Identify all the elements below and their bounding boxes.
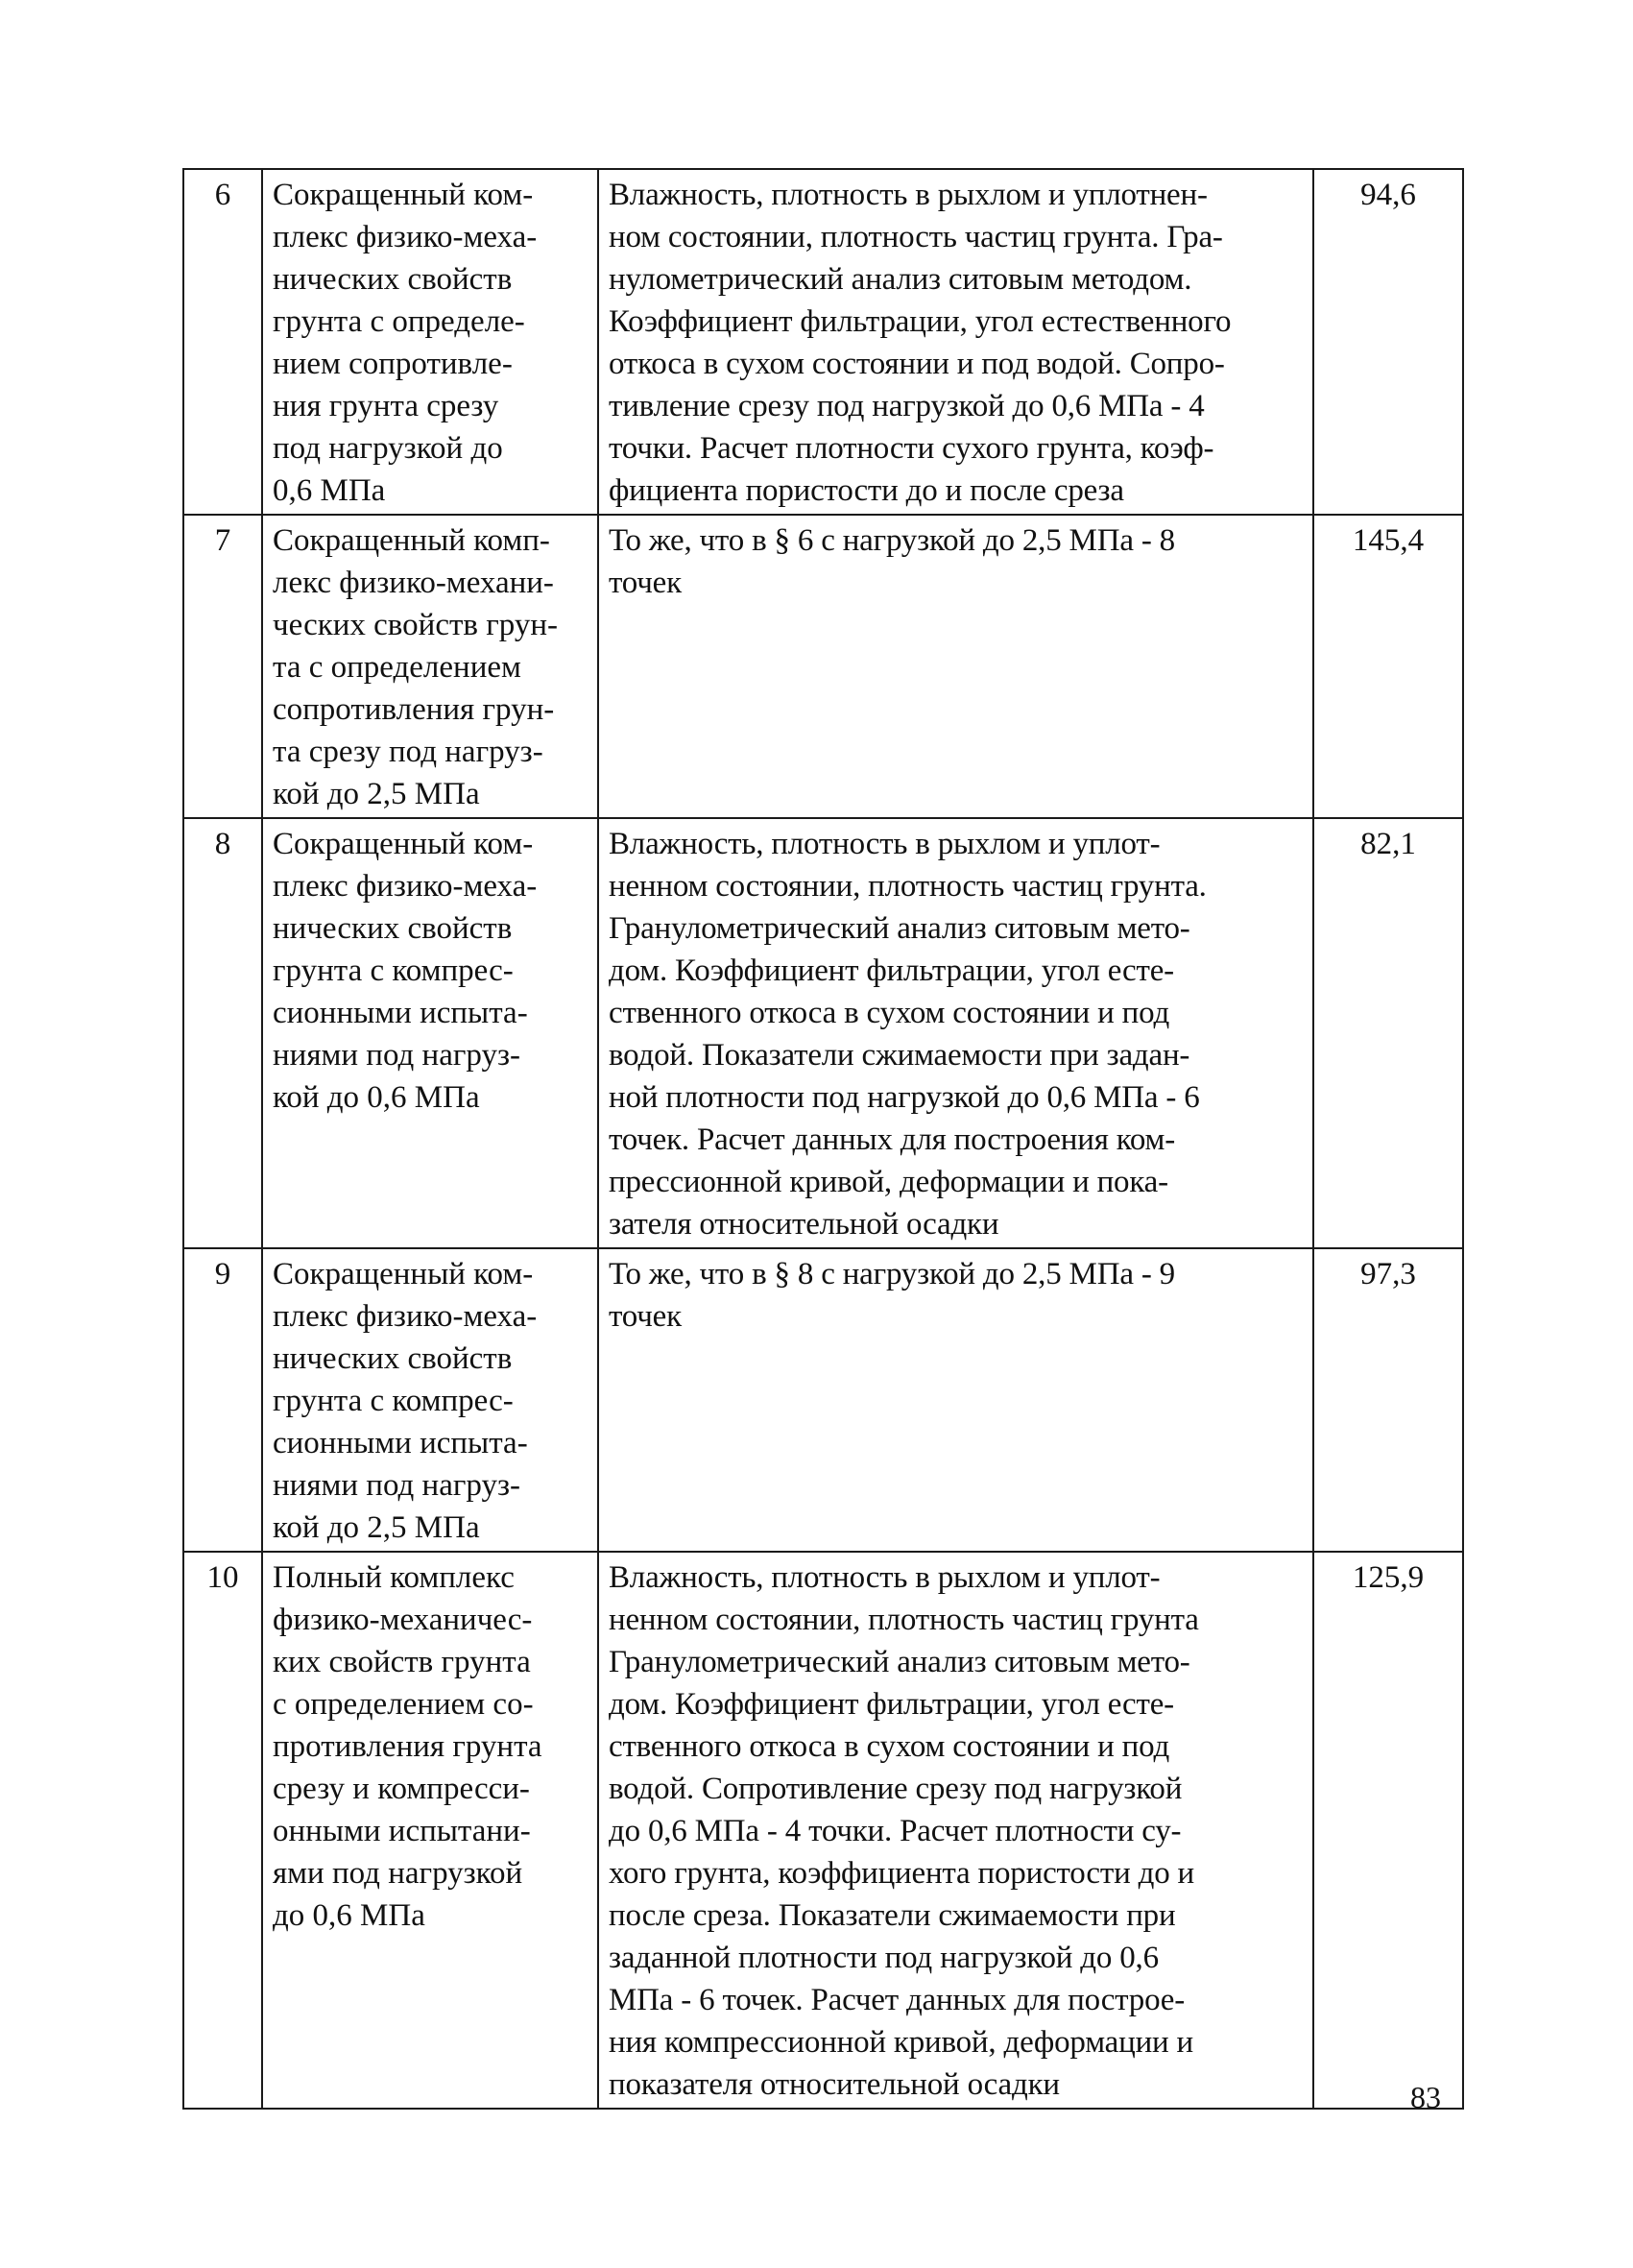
row-number-cell: [183, 169, 262, 515]
table-row: [183, 515, 1463, 818]
description-cell: [598, 169, 1313, 515]
row-number: 7: [214, 523, 231, 558]
table-row: [183, 818, 1463, 1248]
price-cell: [1313, 515, 1463, 818]
test-description: То же, что в § 6 с нагрузкой до 2,5 МПа - 8 точек: [609, 523, 1175, 600]
price-value: 94,6: [1360, 178, 1416, 212]
test-name-cell: [262, 169, 598, 515]
row-number: 10: [206, 1560, 239, 1595]
test-description: Влажность, плотность в рыхлом и уплот- ненном состоянии, плотность частиц грунта. Гранулометрический анализ ситовым мето- дом. Коэффициент фильтрации, угол есте- ственного откоса в сухом состоянии и под водой. Показатели сжимаемости при задан- ной плотности под нагрузкой до 0,6 МПа - 6 точек. Расчет данных для построения ком- прессионной кривой, деформации и пока- зателя относительной осадки: [609, 827, 1207, 1242]
table-row: [183, 1248, 1463, 1552]
price-value: 125,9: [1352, 1560, 1425, 1595]
price-cell: [1313, 818, 1463, 1248]
row-number: 6: [214, 178, 231, 212]
test-description: Влажность, плотность в рыхлом и уплотнен- ном состоянии, плотность частиц грунта. Гра- нулометрический анализ ситовым методом. Коэффициент фильтрации, угол естественного откоса в сухом состоянии и под водой. Сопро- тивление срезу под нагрузкой до 0,6 МПа - 4 точки. Расчет плотности сухого грунта, коэф- фициента пористости до и после среза: [609, 178, 1232, 508]
description-cell: [598, 1552, 1313, 2109]
test-name: Сокращенный ком- плекс физико-меха- нических свойств грунта с компрес- сионными испыта- ниями под нагруз- кой до 2,5 МПа: [273, 1257, 538, 1545]
test-name: Сокращенный ком- плекс физико-меха- нических свойств грунта с определе- нием сопротивле- ния грунта срезу под нагрузкой до 0,6 МПа: [273, 178, 538, 508]
table-row: [183, 169, 1463, 515]
price-cell: [1313, 1248, 1463, 1552]
price-cell: [1313, 1552, 1463, 2109]
test-name-cell: [262, 515, 598, 818]
row-number-cell: [183, 818, 262, 1248]
row-number: 8: [214, 827, 231, 861]
row-number-cell: [183, 515, 262, 818]
row-number: 9: [214, 1257, 231, 1291]
test-name-cell: [262, 1552, 598, 2109]
row-number-cell: [183, 1552, 262, 2109]
test-name: Полный комплекс физико-механичес- ких свойств грунта с определением со- противления грунта срезу и компресси- онными испытани- ями под нагрузкой до 0,6 МПа: [273, 1560, 542, 1933]
test-description: То же, что в § 8 с нагрузкой до 2,5 МПа - 9 точек: [609, 1257, 1175, 1334]
table-row: [183, 1552, 1463, 2109]
test-name: Сокращенный комп- лекс физико-механи- ческих свойств грун- та с определением сопротивления грун- та срезу под нагруз- кой до 2,5 МПа: [273, 523, 558, 811]
price-table: [182, 168, 1464, 2110]
page-number: 83: [1410, 2080, 1441, 2114]
description-cell: [598, 1248, 1313, 1552]
test-name: Сокращенный ком- плекс физико-меха- нических свойств грунта с компрес- сионными испыта- ниями под нагруз- кой до 0,6 МПа: [273, 827, 538, 1115]
test-name-cell: [262, 818, 598, 1248]
price-cell: [1313, 169, 1463, 515]
price-value: 82,1: [1360, 827, 1416, 861]
test-name-cell: [262, 1248, 598, 1552]
description-cell: [598, 515, 1313, 818]
test-description: Влажность, плотность в рыхлом и уплот- ненном состоянии, плотность частиц грунта Гранулометрический анализ ситовым мето- дом. Коэффициент фильтрации, угол есте- ственного откоса в сухом состоянии и под водой. Сопротивление срезу под нагрузкой до 0,6 МПа - 4 точки. Расчет плотности су- хого грунта, коэффициента пористости до и после среза. Показатели сжимаемости при заданной плотности под нагрузкой до 0,6 МПа - 6 точек. Расчет данных для построе- ния компрессионной кривой, деформации и показателя относительной осадки: [609, 1560, 1199, 2102]
row-number-cell: [183, 1248, 262, 1552]
price-value: 97,3: [1360, 1257, 1416, 1291]
description-cell: [598, 818, 1313, 1248]
price-value: 145,4: [1352, 523, 1425, 558]
